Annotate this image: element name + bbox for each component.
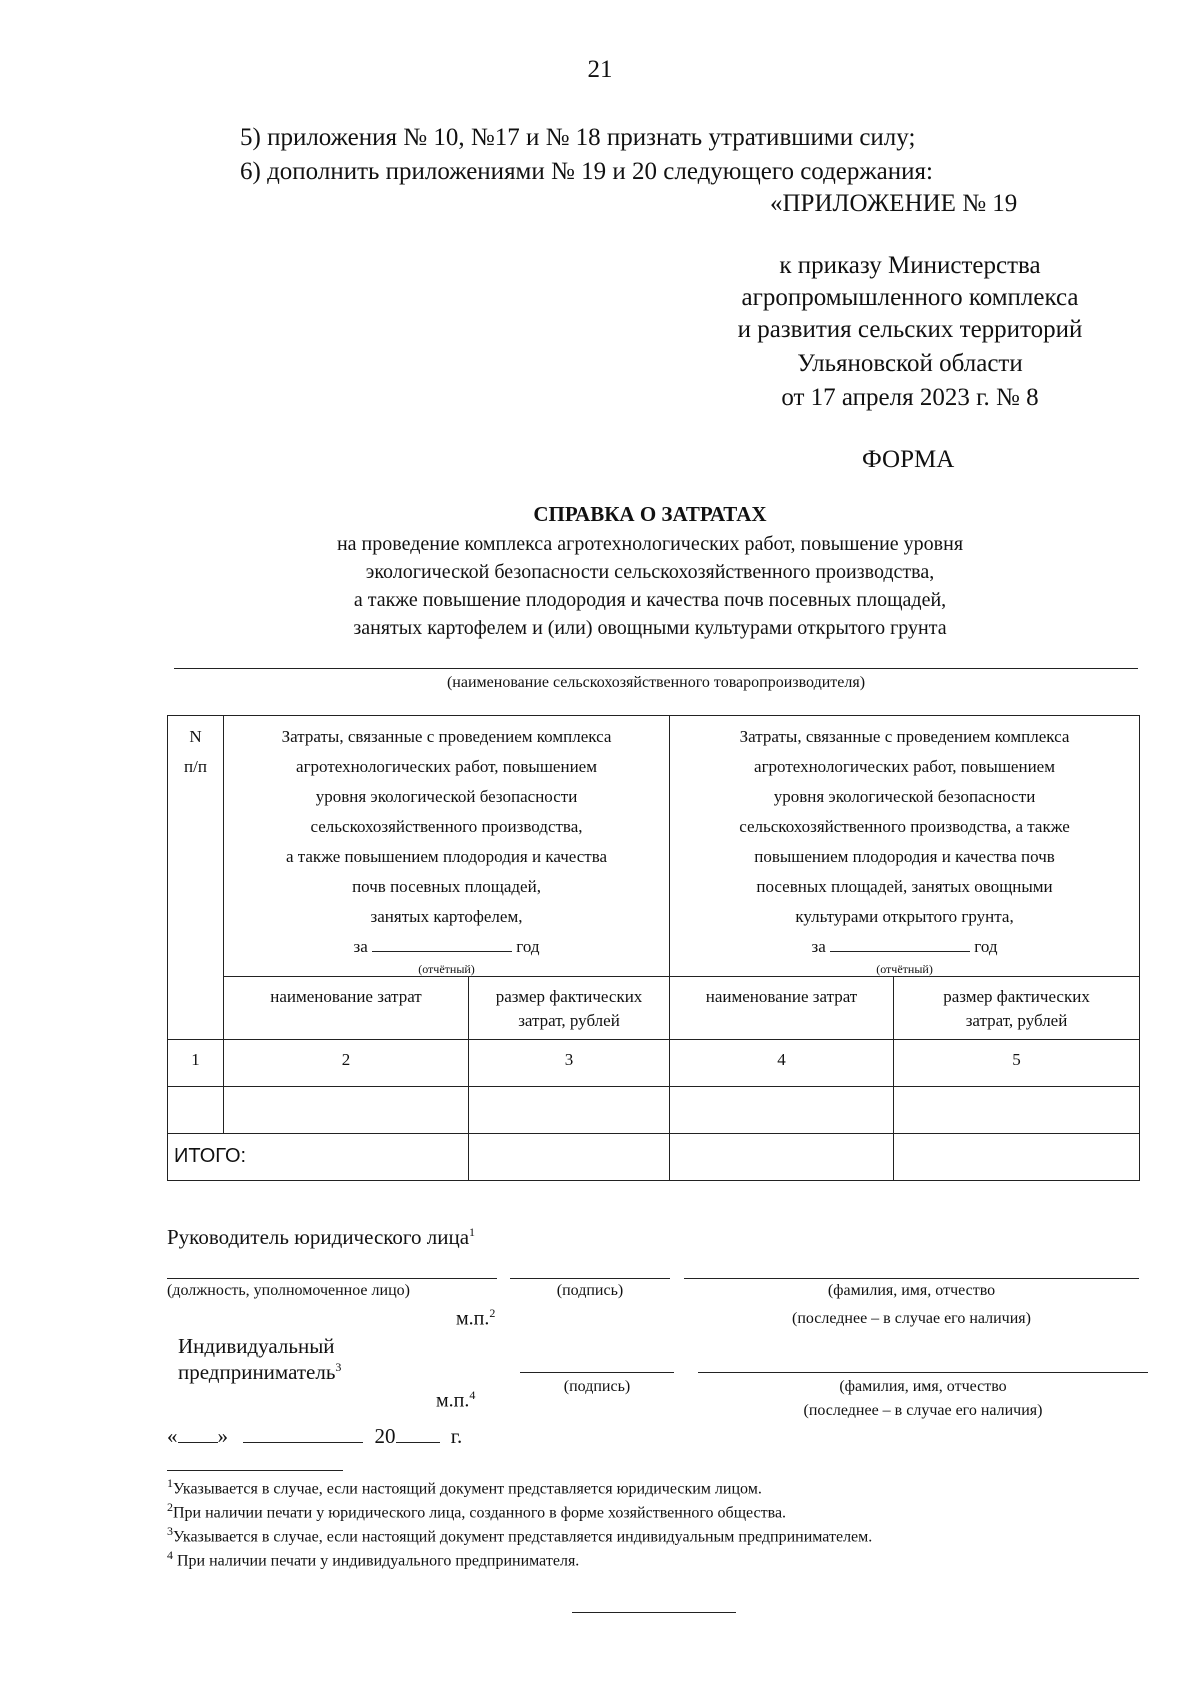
fio-caption: (фамилия, имя, отчество [827,1282,996,1299]
month-blank[interactable] [243,1424,363,1443]
end-divider [572,1612,736,1613]
ip-fio-caption-2: (последнее – в случае его наличия) [803,1402,1043,1419]
cost-amount-header: размер фактических затрат, рублей [894,977,1140,1040]
subtitle-line: а также повышение плодородия и качества почв посевных площадей, [353,589,947,611]
producer-name-line[interactable] [174,668,1138,669]
list-item-6: 6) дополнить приложениями № 19 и 20 следующего содержания: [240,158,933,185]
document-subtitle [150,530,1150,642]
table-cell[interactable] [670,1087,894,1134]
signature-line[interactable] [510,1278,670,1279]
ip-signature-caption: (подпись) [563,1378,631,1395]
column-number: 2 [224,1040,469,1087]
column-number: 5 [894,1040,1140,1087]
document-title: СПРАВКА О ЗАТРАТАХ [533,502,767,526]
position-line[interactable] [167,1278,497,1279]
vegetable-costs-header: Затраты, связанные с проведением комплекса агротехнологических работ, повышением уровня экологической безопасности сельскохозяйственного производства, а также повышением плодородия и качества почв посевных площадей, занятых овощными культурами открытого грунта, за год (отчётный) [670,716,1140,977]
order-line: и развития сельских территорий [737,316,1083,343]
order-line: агропромышленного комплекса [741,284,1079,311]
table-cell[interactable] [224,1087,469,1134]
costs-table [167,715,1140,1181]
subtitle-line: занятых картофелем и (или) овощными культурами открытого грунта [353,617,947,639]
stamp-place-1: м.п.$^2$ [456,1306,496,1330]
producer-caption: (наименование сельскохозяйственного товаропроизводителя) [446,674,866,691]
footnote-2: $^2$При наличии печати у юридического лица, созданного в форме хозяйственного общества. [167,1500,787,1522]
footnote-3: $^3$Указывается в случае, если настоящий документ представляется индивидуальным предпринимателем. [167,1524,873,1546]
footnote-1: $^1$Указывается в случае, если настоящий документ представляется юридическим лицом. [167,1476,762,1498]
cost-amount-header: размер фактических затрат, рублей [469,977,670,1040]
form-label: ФОРМА [862,446,955,473]
fio-caption-2: (последнее – в случае его наличия) [792,1310,1031,1327]
date-field: « » 20 г. [167,1424,463,1448]
column-number: 1 [168,1040,224,1087]
ip-label-2: предприниматель$^3$ [178,1360,342,1384]
table-cell[interactable] [894,1134,1140,1181]
potato-costs-header: Затраты, связанные с проведением комплекса агротехнологических работ, повышением уровня экологической безопасности сельскохозяйственного производства, а также повышением плодородия и качества почв посевных площадей, занятых картофелем, за год (отчётный) [224,716,670,977]
table-cell[interactable] [469,1087,670,1134]
year-blank[interactable] [396,1424,440,1443]
col-number-header: N п/п [168,716,224,1040]
total-label: ИТОГО: [168,1134,469,1181]
signature-caption: (подпись) [556,1282,624,1299]
day-blank[interactable] [178,1424,218,1443]
stamp-place-2: м.п.$^4$ [436,1388,476,1412]
position-caption: (должность, уполномоченное лицо) [167,1282,410,1299]
subtitle-line: на проведение комплекса агротехнологических работ, повышение уровня [336,533,964,555]
page-number: 21 [587,56,613,83]
head-label: Руководитель юридического лица$^1$ [167,1225,476,1249]
fio-line[interactable] [684,1278,1139,1279]
list-item-5: 5) приложения № 10, №17 и № 18 признать утратившими силу; [240,124,916,151]
cost-name-header: наименование затрат [224,977,469,1040]
year-blank[interactable] [830,933,970,952]
ip-fio-caption: (фамилия, имя, отчество [839,1378,1007,1395]
column-number: 3 [469,1040,670,1087]
order-line: к приказу Министерства [779,252,1041,279]
cost-name-header: наименование затрат [670,977,894,1040]
footnote-4: $^4$ При наличии печати у индивидуального предпринимателя. [167,1548,580,1570]
table-cell[interactable] [894,1087,1140,1134]
table-row [168,1087,1140,1134]
ip-fio-line[interactable] [698,1372,1148,1373]
total-row [168,1134,1140,1181]
table-cell[interactable] [670,1134,894,1181]
ip-signature-line[interactable] [520,1372,674,1373]
year-blank[interactable] [372,933,512,952]
subtitle-line: экологической безопасности сельскохозяйственного производства, [365,561,935,583]
table-cell[interactable] [469,1134,670,1181]
column-number: 4 [670,1040,894,1087]
order-line: от 17 апреля 2023 г. № 8 [781,384,1039,411]
order-line: Ульяновской области [797,350,1023,377]
footnote-divider [167,1470,343,1471]
ip-label: Индивидуальный [178,1334,335,1358]
table-cell[interactable] [168,1087,224,1134]
appendix-heading: «ПРИЛОЖЕНИЕ № 19 [770,190,1018,217]
